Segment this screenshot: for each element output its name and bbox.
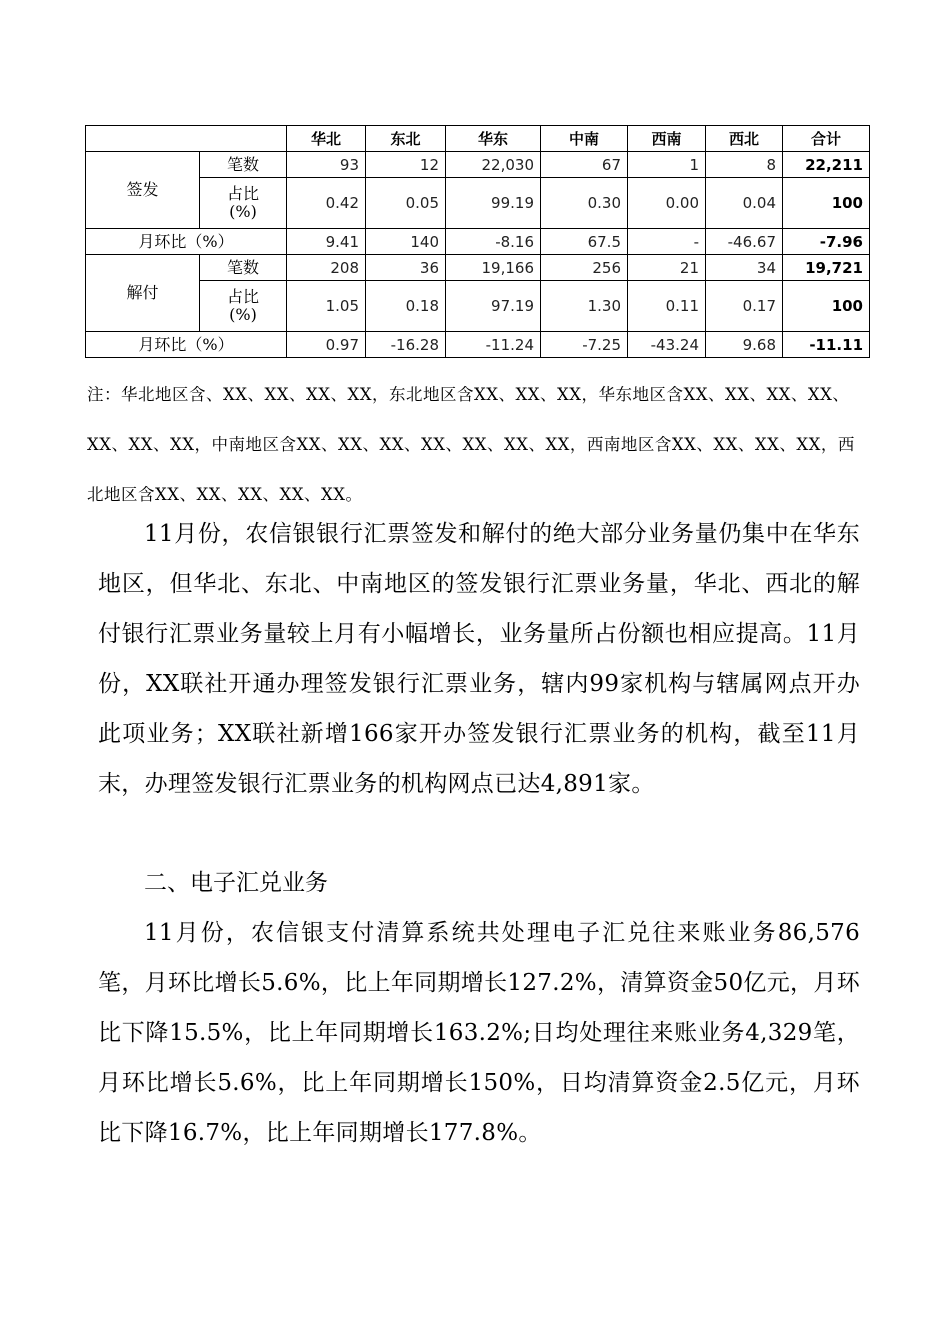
table-cell: 19,166 <box>446 255 541 281</box>
group-label: 签发 <box>86 152 200 229</box>
table-cell: 97.19 <box>446 281 541 332</box>
row-label: 笔数 <box>200 255 287 281</box>
total-cell: 22,211 <box>783 152 870 178</box>
table-row <box>86 332 870 358</box>
regional-stats-table <box>85 125 870 358</box>
table-cell: 0.18 <box>366 281 446 332</box>
table-cell: 93 <box>287 152 366 178</box>
header-cell: 西北 <box>706 126 783 152</box>
table-footnote: 注：华北地区含、XX、XX、XX、XX，东北地区含XX、XX、XX，华东地区含XX、XX、XX、XX、XX、XX、XX，中南地区含XX、XX、XX、XX、XX、XX、XX，西南地区含XX、XX、XX、XX，西北地区含XX、XX、XX、XX、XX。 <box>87 385 855 504</box>
table-cell: - <box>628 229 706 255</box>
table-cell: 8 <box>706 152 783 178</box>
table-cell: 1 <box>628 152 706 178</box>
body-paragraph: 11月份，农信银银行汇票签发和解付的绝大部分业务量仍集中在华东地区，但华北、东北、中南地区的签发银行汇票业务量，华北、西北的解付银行汇票业务量较上月有小幅增长，业务量所占份额也相应提高。11月份，XX联社开通办理签发银行汇票业务，辖内99家机构与辖属网点开办此项业务；XX联社新增166家开办签发银行汇票业务的机构，截至11月末，办理签发银行汇票业务的机构网点已达4,891家。 <box>98 521 860 797</box>
total-cell: -7.96 <box>783 229 870 255</box>
table-cell: 0.00 <box>628 178 706 229</box>
group-label: 解付 <box>86 255 200 332</box>
table-cell: -11.24 <box>446 332 541 358</box>
table-cell: 36 <box>366 255 446 281</box>
total-cell: 100 <box>783 178 870 229</box>
row-label: 月环比（%） <box>86 332 287 358</box>
table-cell: 256 <box>541 255 628 281</box>
table-cell: 1.05 <box>287 281 366 332</box>
table-cell: 9.41 <box>287 229 366 255</box>
section-heading: 二、电子汇兑业务 <box>144 870 328 896</box>
row-label <box>200 178 287 229</box>
table-row <box>86 281 870 332</box>
header-cell: 中南 <box>541 126 628 152</box>
table-cell: -8.16 <box>446 229 541 255</box>
table-cell: -7.25 <box>541 332 628 358</box>
table-cell: 140 <box>366 229 446 255</box>
total-cell: 100 <box>783 281 870 332</box>
table-cell: 67.5 <box>541 229 628 255</box>
table-cell: 22,030 <box>446 152 541 178</box>
header-cell: 华东 <box>446 126 541 152</box>
table-cell: 21 <box>628 255 706 281</box>
table-cell: 9.68 <box>706 332 783 358</box>
header-cell: 合计 <box>783 126 870 152</box>
table-cell: 34 <box>706 255 783 281</box>
table-cell: 0.97 <box>287 332 366 358</box>
table-cell: 0.05 <box>366 178 446 229</box>
ratio-label: 占比 (%) <box>226 287 259 324</box>
table-row <box>86 255 870 281</box>
total-cell: 19,721 <box>783 255 870 281</box>
table-cell: 0.04 <box>706 178 783 229</box>
table-cell: 99.19 <box>446 178 541 229</box>
table-cell: -43.24 <box>628 332 706 358</box>
table-cell: 1.30 <box>541 281 628 332</box>
total-cell: -11.11 <box>783 332 870 358</box>
table-cell: 0.11 <box>628 281 706 332</box>
header-cell: 华北 <box>287 126 366 152</box>
body-paragraph: 11月份，农信银支付清算系统共处理电子汇兑往来账业务86,576笔，月环比增长5.6%，比上年同期增长127.2%，清算资金50亿元，月环比下降15.5%，比上年同期增长163.2%;日均处理往来账业务4,329笔，月环比增长5.6%，比上年同期增长150%，日均清算资金2.5亿元，月环比下降16.7%，比上年同期增长177.8%。 <box>98 920 860 1146</box>
table-row <box>86 178 870 229</box>
row-label: 笔数 <box>200 152 287 178</box>
table-cell: 67 <box>541 152 628 178</box>
header-cell: 西南 <box>628 126 706 152</box>
table-row <box>86 229 870 255</box>
row-label <box>200 281 287 332</box>
header-cell: 东北 <box>366 126 446 152</box>
table-cell: -16.28 <box>366 332 446 358</box>
table-header-row <box>86 126 870 152</box>
table-cell: 0.17 <box>706 281 783 332</box>
table-cell: 12 <box>366 152 446 178</box>
row-label: 月环比（%） <box>86 229 287 255</box>
header-cell-empty <box>86 126 287 152</box>
table-cell: 0.42 <box>287 178 366 229</box>
table-cell: 0.30 <box>541 178 628 229</box>
ratio-label: 占比 (%) <box>226 184 259 221</box>
table-cell: 208 <box>287 255 366 281</box>
table-cell: -46.67 <box>706 229 783 255</box>
table-row <box>86 152 870 178</box>
